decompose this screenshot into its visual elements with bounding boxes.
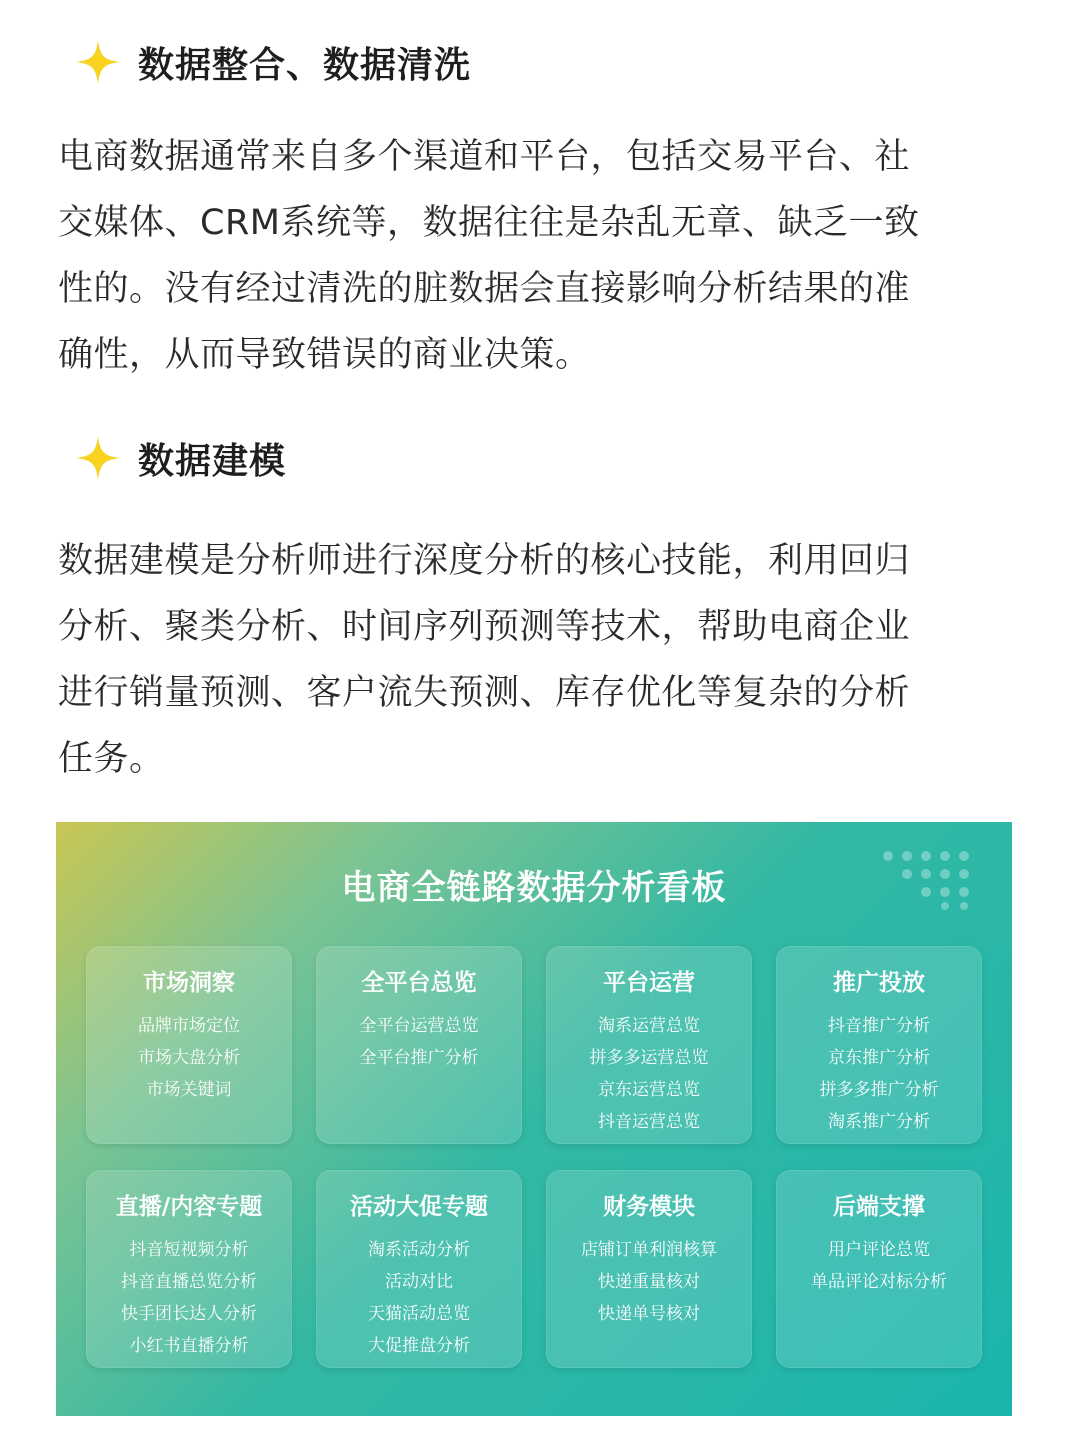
card-title: 直播/内容专题 [115, 1194, 263, 1220]
card-item: 活动对比 [385, 1272, 453, 1292]
paragraph-line: 性的。没有经过清洗的脏数据会直接影响分析结果的准 [58, 269, 911, 309]
card-item: 快递重量核对 [598, 1272, 700, 1292]
card-item: 抖音运营总览 [598, 1112, 700, 1132]
card-item: 拼多多推广分析 [819, 1080, 939, 1100]
dashboard-card-promotion [776, 946, 982, 1144]
card-title: 推广投放 [833, 970, 925, 996]
card-item: 快手团长达人分析 [121, 1304, 257, 1324]
card-item: 淘系推广分析 [828, 1112, 930, 1132]
card-item: 市场关键词 [146, 1080, 232, 1100]
card-item: 店铺订单利润核算 [581, 1240, 717, 1260]
card-title: 平台运营 [603, 970, 695, 996]
paragraph-line: 任务。 [58, 739, 165, 779]
card-item: 抖音短视频分析 [129, 1240, 249, 1260]
card-item: 全平台运营总览 [359, 1016, 479, 1036]
card-item: 市场大盘分析 [138, 1048, 240, 1068]
card-item: 全平台推广分析 [359, 1048, 479, 1068]
card-item: 小红书直播分析 [129, 1336, 249, 1356]
section-title: 数据建模 [138, 440, 287, 482]
dashboard-title: 电商全链路数据分析看板 [341, 868, 727, 908]
paragraph-line: 交媒体、CRM系统等，数据往往是杂乱无章、缺乏一致 [58, 203, 920, 243]
card-item: 品牌市场定位 [138, 1016, 240, 1036]
card-title: 后端支撑 [833, 1194, 925, 1220]
dashboard-card-finance [546, 1170, 752, 1368]
card-item: 拼多多运营总览 [589, 1048, 709, 1068]
paragraph-line: 数据建模是分析师进行深度分析的核心技能，利用回归 [58, 541, 911, 581]
paragraph-line: 分析、聚类分析、时间序列预测等技术，帮助电商企业 [58, 607, 911, 647]
dashboard-card-market-insight [86, 946, 292, 1144]
dashboard-card-backend-support [776, 1170, 982, 1368]
paragraph-data-cleaning [58, 124, 1018, 388]
card-item: 天猫活动总览 [368, 1304, 470, 1324]
card-item: 淘系活动分析 [368, 1240, 470, 1260]
paragraph-data-modeling [58, 528, 1018, 792]
section-title: 数据整合、数据清洗 [138, 44, 472, 86]
card-item: 抖音直播总览分析 [121, 1272, 257, 1292]
card-title: 活动大促专题 [350, 1194, 488, 1220]
card-item: 抖音推广分析 [828, 1016, 930, 1036]
card-title: 全平台总览 [361, 970, 477, 996]
card-item: 淘系运营总览 [598, 1016, 700, 1036]
sparkle-star-icon [74, 38, 122, 86]
dashboard-card-campaign [316, 1170, 522, 1368]
card-item: 单品评论对标分析 [811, 1272, 947, 1292]
decorative-dots-icon [880, 848, 984, 912]
section-heading-1 [74, 32, 471, 92]
card-item: 用户评论总览 [828, 1240, 930, 1260]
card-item: 京东推广分析 [828, 1048, 930, 1068]
paragraph-line: 确性，从而导致错误的商业决策。 [58, 335, 591, 375]
card-item: 大促推盘分析 [368, 1336, 470, 1356]
sparkle-star-icon [74, 434, 122, 482]
section-heading-2 [74, 428, 286, 488]
card-title: 财务模块 [603, 1194, 695, 1220]
card-title: 市场洞察 [143, 970, 235, 996]
paragraph-line: 进行销量预测、客户流失预测、库存优化等复杂的分析 [58, 673, 911, 713]
card-item: 京东运营总览 [598, 1080, 700, 1100]
dashboard-card-all-platform-overview [316, 946, 522, 1144]
card-item: 快递单号核对 [598, 1304, 700, 1324]
paragraph-line: 电商数据通常来自多个渠道和平台，包括交易平台、社 [58, 137, 911, 177]
dashboard-overview-image [56, 822, 1012, 1416]
dashboard-card-live-content [86, 1170, 292, 1368]
dashboard-card-platform-operations [546, 946, 752, 1144]
